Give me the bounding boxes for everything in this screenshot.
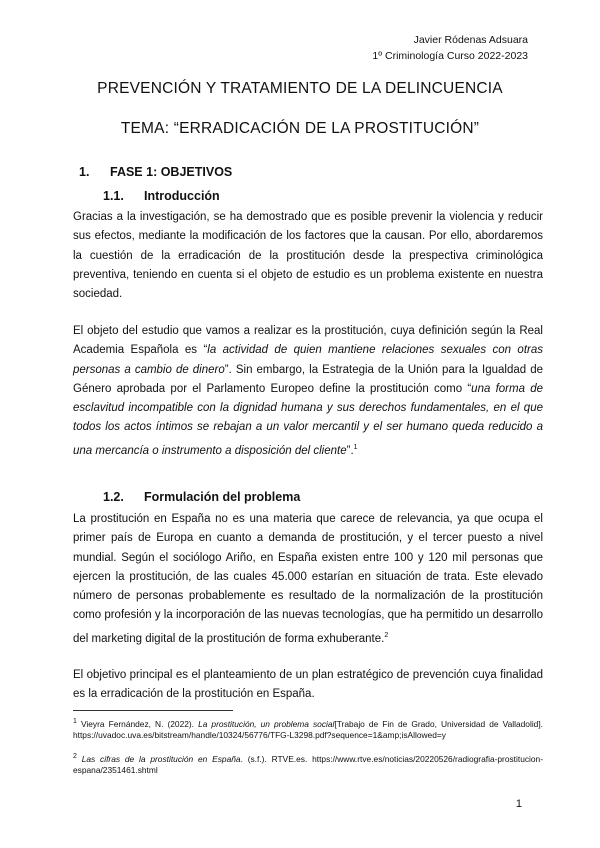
paragraph-problem	[73, 510, 543, 649]
paragraph-definition	[73, 322, 543, 461]
para2-text-2: ”. Sin embargo, la Estrategia de la Unión para la Igualdad de Género aprobada por el Parlamento Europeo define la prostitución como “	[73, 363, 543, 395]
subsection-title: Introducción	[144, 189, 220, 203]
section-number: 1.	[79, 165, 90, 179]
subsection-number: 1.2.	[103, 490, 124, 504]
footnote-ref-1[interactable]: 1	[353, 443, 358, 451]
page-number: 1	[515, 798, 522, 810]
paragraph-objective: El objetivo principal es el planteamiento de un plan estratégico de prevención cuya finalidad es la erradicación de la prostitución en España.	[73, 669, 543, 701]
subsection-heading-1-1	[103, 189, 220, 203]
footnote-1	[73, 716, 543, 741]
header-course: 1º Criminología Curso 2022-2023	[372, 50, 528, 62]
paragraph-intro: Gracias a la investigación, se ha demostrado que es posible prevenir la violencia y reducir sus efectos, mediante la modificación de los factores que la causan. Por ello, abordaremos la cuestión de la erradicación de la prostitución desde la prespectiva criminológica preventiva, teniendo en cuenta si el objeto de estudio es un problema existente en nuestra sociedad.	[73, 211, 543, 301]
footnote-source: . (s.f.). RTVE.es. https://www.rtve.es/noticias/20220526/radiografia-prostitucion-espana/2351461.shtml	[73, 753, 544, 775]
section-heading-1	[79, 165, 232, 179]
para2-text-3: ”.	[346, 444, 354, 457]
subsection-number: 1.1.	[103, 189, 124, 203]
footnote-title: Las cifras de la prostitución en España	[81, 753, 241, 764]
para2-quote-eu: una forma de esclavitud incompatible con la dignidad humana y sus derechos fundamentales, en el que todos los actos íntimos se rebajan a un valor mercantil y el ser humano queda reducido a una mercancía o instrumento a disposición del cliente	[73, 382, 544, 457]
footnote-number: 2	[73, 753, 77, 760]
para2-text-1: El objeto del estudio que vamos a realizar es la prostitución, cuya definición según la Real Academia Española es “	[73, 325, 543, 357]
footnote-title: La prostitución, un problema social	[198, 718, 335, 729]
subsection-title: Formulación del problema	[144, 490, 301, 504]
footnote-ref-2[interactable]: 2	[384, 631, 389, 639]
document-topic: TEMA: “ERRADICACIÓN DE LA PROSTITUCIÓN”	[120, 120, 480, 137]
subsection-heading-1-2	[103, 490, 300, 504]
para3-text: La prostitución en España no es una materia que carece de relevancia, ya que ocupa el primer país de Europa en cuanto a demanda de prostitución, y el tercer puesto a nivel mundial. Según el sociólogo Ariño, en España existen entre 100 y 120 mil personas que ejercen la prostitución, de las cuales 45.000 estarían en situación de trata. Este elevado número de personas probablemente es resultado de la normalización de la prostitución como profesión y la incorporación de las nuevas tecnologías, que ha permitido un desarrollo del marketing digital de la prostitución de forma exhuberante.	[73, 513, 543, 645]
footnote-number: 1	[73, 718, 77, 725]
para2-quote-rae: la actividad de quien mantiene relaciones sexuales con otras personas a cambio de dinero	[73, 344, 543, 376]
footnote-source: [Trabajo de Fin de Grado, Universidad de Valladolid]. https://uvadoc.uva.es/bitstream/handle/10324/56776/TFG-L3298.pdf?sequence=1&amp;isAllowed=y	[73, 718, 543, 740]
header-author: Javier Ródenas Adsuara	[413, 34, 528, 46]
footnote-2	[73, 751, 543, 776]
document-title: PREVENCIÓN Y TRATAMIENTO DE LA DELINCUENCIA	[97, 80, 503, 97]
footnote-text: Vieyra Fernández, N. (2022).	[76, 718, 199, 729]
footnote-divider	[73, 710, 233, 711]
section-title: FASE 1: OBJETIVOS	[110, 165, 233, 179]
